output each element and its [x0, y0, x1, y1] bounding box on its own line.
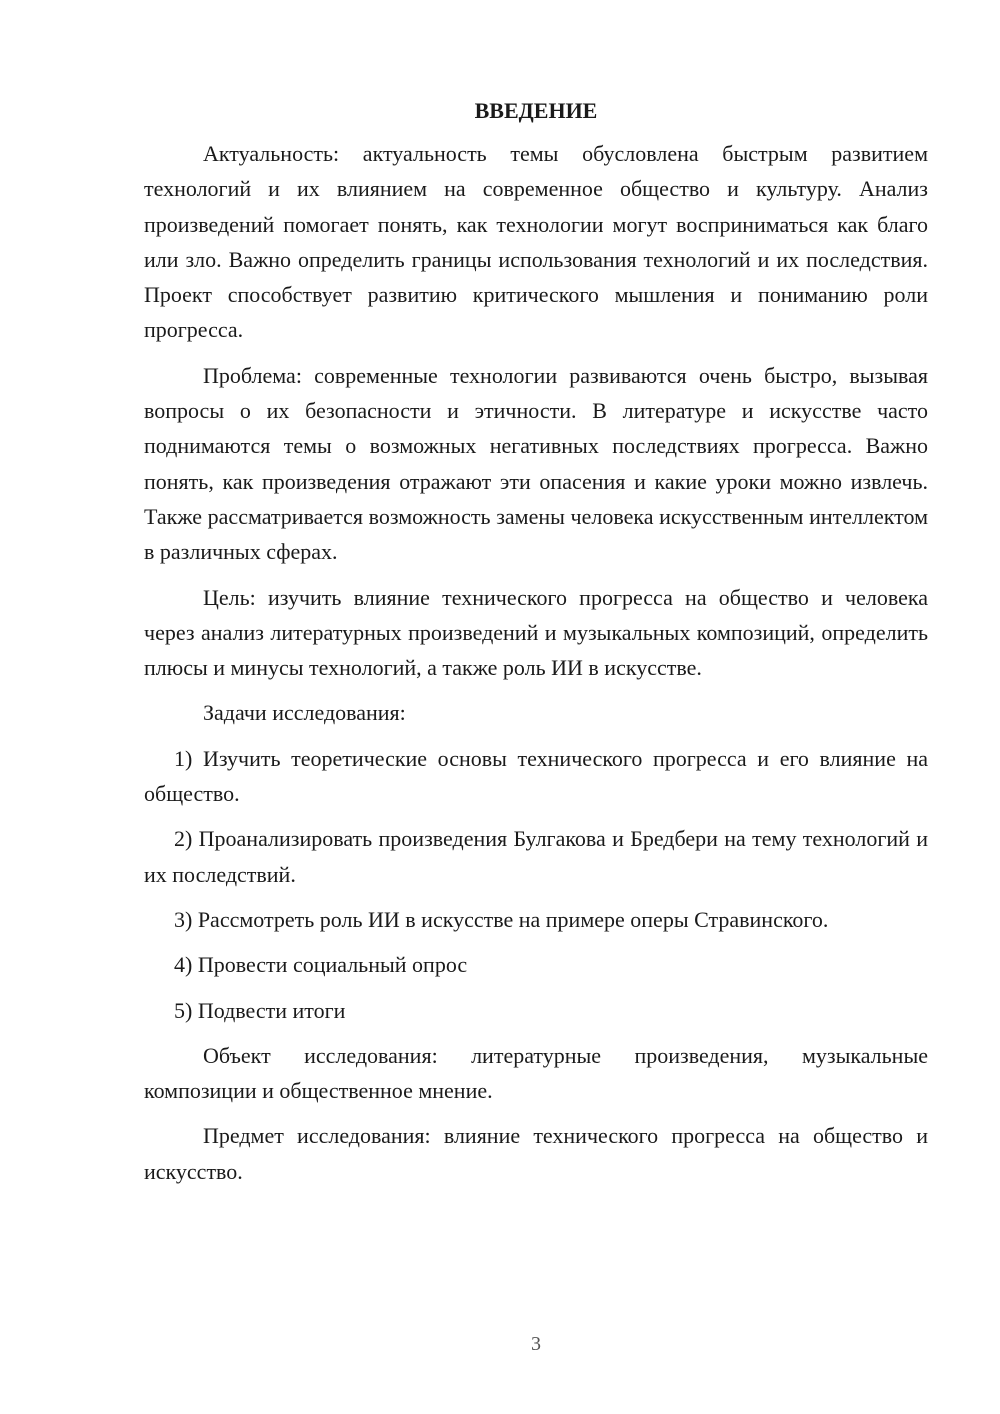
task-item: 4) Провести социальный опрос [174, 952, 468, 978]
task-item: 1) Изучить теоретические основы технического прогресса и его влияние на общество. [144, 745, 928, 807]
subject-paragraph: Предмет исследования: влияние технического прогресса на общество и искусство. [144, 1123, 928, 1184]
task-item: 2) Проанализировать произведения Булгакова и Бредбери на тему технологий и их последствий. [144, 826, 928, 887]
task-item: 5) Подвести итоги [174, 997, 346, 1023]
relevance-paragraph: Актуальность: актуальность темы обусловлена быстрым развитием технологий и их влиянием на современное общество и культуру. Анализ произведений помогает понять, как технологии могут восприниматься как благо или зло. Важно определить границы использования технологий и их последствия. Проект способствует развитию критического мышления и пониманию роли прогресса. [144, 141, 928, 343]
goal-paragraph: Цель: изучить влияние технического прогресса на общество и человека через анализ литературных произведений и музыкальных композиций, определить плюсы и минусы технологий, а также роль ИИ в искусстве. [144, 584, 928, 681]
problem-paragraph: Проблема: современные технологии развиваются очень быстро, вызывая вопросы о их безопасности и этичности. В литературе и искусстве часто поднимаются темы о возможных негативных последствиях прогресса. Важно понять, как произведения отражают эти опасения и какие уроки можно извлечь. Также рассматривается возможность замены человека искусственным интеллектом в различных сферах. [144, 362, 928, 565]
document-body [144, 96, 928, 1199]
section-heading: ВВЕДЕНИЕ [474, 98, 598, 123]
page-number: 3 [531, 1333, 541, 1355]
task-item: 3) Рассмотреть роль ИИ в искусстве на примере оперы Стравинского. [174, 906, 829, 932]
object-paragraph: Объект исследования: литературные произведения, музыкальные композиции и общественное мнение. [144, 1042, 928, 1104]
tasks-title: Задачи исследования: [203, 700, 406, 726]
